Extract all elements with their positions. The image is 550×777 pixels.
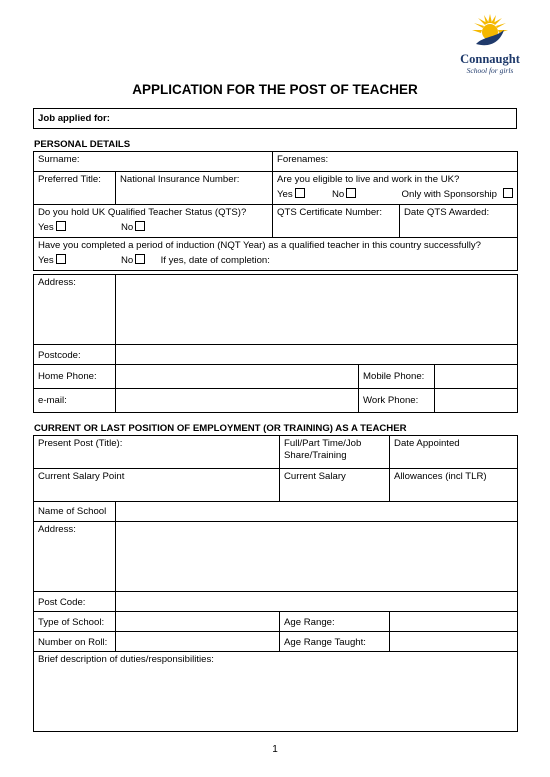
- postcode-label: Postcode:: [34, 345, 116, 365]
- school-address-label: Address:: [34, 522, 116, 592]
- number-on-roll-label: Number on Roll:: [34, 632, 116, 652]
- logo-name: Connaught: [460, 52, 520, 66]
- job-applied-table: [33, 108, 517, 129]
- qts-options: [38, 221, 268, 234]
- employment-table: [33, 435, 518, 732]
- current-salary-field[interactable]: Current Salary: [280, 469, 390, 502]
- personal-details-heading: PERSONAL DETAILS: [34, 139, 131, 150]
- work-phone-field[interactable]: [435, 389, 518, 413]
- school-postcode-field[interactable]: [116, 592, 518, 612]
- induction-no-label: No: [121, 255, 134, 266]
- induction-question: Have you completed a period of induction (NQT Year) as a qualified teacher in this country successfully?: [38, 240, 481, 251]
- qts-question: Do you hold UK Qualified Teacher Status (QTS)?: [38, 207, 247, 218]
- number-on-roll-field[interactable]: [116, 632, 280, 652]
- allowances-field[interactable]: Allowances (incl TLR): [390, 469, 518, 502]
- age-taught-label: Age Range Taught:: [280, 632, 390, 652]
- qts-date-field[interactable]: Date QTS Awarded:: [400, 205, 518, 238]
- full-part-time-field[interactable]: Full/Part Time/Job Share/Training: [280, 436, 390, 469]
- school-type-field[interactable]: [116, 612, 280, 632]
- home-phone-label: Home Phone:: [34, 365, 116, 389]
- sunburst-bird-icon: [470, 14, 510, 52]
- school-address-field[interactable]: [116, 522, 518, 592]
- qts-cell: [34, 205, 273, 238]
- surname-field[interactable]: Surname:: [34, 152, 273, 172]
- page-number: 1: [272, 744, 278, 755]
- induction-cell: [34, 238, 518, 271]
- page-title: APPLICATION FOR THE POST OF TEACHER: [132, 82, 418, 97]
- eligibility-options: [277, 188, 513, 201]
- eligibility-question: Are you eligible to live and work in the UK?: [277, 174, 460, 185]
- school-name-field[interactable]: [116, 502, 518, 522]
- forenames-field[interactable]: Forenames:: [273, 152, 518, 172]
- age-range-field[interactable]: [390, 612, 518, 632]
- sponsorship-label: Only with Sponsorship: [401, 189, 497, 200]
- induction-options: [38, 254, 513, 267]
- address-field[interactable]: [116, 275, 518, 345]
- age-range-label: Age Range:: [280, 612, 390, 632]
- induction-no-checkbox[interactable]: [135, 254, 145, 264]
- qts-yes-checkbox[interactable]: [56, 221, 66, 231]
- personal-details-table: [33, 151, 518, 271]
- eligible-no-label: No: [332, 189, 345, 200]
- school-postcode-label: Post Code:: [34, 592, 116, 612]
- home-phone-field[interactable]: [116, 365, 359, 389]
- school-name-label: Name of School: [34, 502, 116, 522]
- qts-yes-label: Yes: [38, 222, 54, 233]
- mobile-phone-field[interactable]: [435, 365, 518, 389]
- induction-yes-label: Yes: [38, 255, 54, 266]
- job-applied-field[interactable]: Job applied for:: [34, 109, 517, 129]
- duties-field[interactable]: Brief description of duties/responsibilities:: [34, 652, 518, 732]
- age-taught-field[interactable]: [390, 632, 518, 652]
- preferred-title-field[interactable]: Preferred Title:: [34, 172, 116, 205]
- school-logo: [457, 14, 523, 84]
- logo-tagline: School for girls: [466, 66, 514, 75]
- eligibility-cell: [273, 172, 518, 205]
- completion-date-label: If yes, date of completion:: [160, 255, 270, 266]
- qts-no-checkbox[interactable]: [135, 221, 145, 231]
- present-post-field[interactable]: Present Post (Title):: [34, 436, 280, 469]
- email-field[interactable]: [116, 389, 359, 413]
- qts-certificate-field[interactable]: QTS Certificate Number:: [273, 205, 400, 238]
- address-table: [33, 274, 518, 413]
- ni-number-field[interactable]: National Insurance Number:: [116, 172, 273, 205]
- work-phone-label: Work Phone:: [359, 389, 435, 413]
- mobile-phone-label: Mobile Phone:: [359, 365, 435, 389]
- induction-yes-checkbox[interactable]: [56, 254, 66, 264]
- email-label: e-mail:: [34, 389, 116, 413]
- sponsorship-checkbox[interactable]: [503, 188, 513, 198]
- address-label: Address:: [34, 275, 116, 345]
- salary-point-field[interactable]: Current Salary Point: [34, 469, 280, 502]
- qts-no-label: No: [121, 222, 134, 233]
- eligible-yes-label: Yes: [277, 189, 293, 200]
- postcode-field[interactable]: [116, 345, 518, 365]
- date-appointed-field[interactable]: Date Appointed: [390, 436, 518, 469]
- employment-heading: CURRENT OR LAST POSITION OF EMPLOYMENT (OR TRAINING) AS A TEACHER: [34, 423, 407, 434]
- eligible-no-checkbox[interactable]: [346, 188, 356, 198]
- school-type-label: Type of School:: [34, 612, 116, 632]
- eligible-yes-checkbox[interactable]: [295, 188, 305, 198]
